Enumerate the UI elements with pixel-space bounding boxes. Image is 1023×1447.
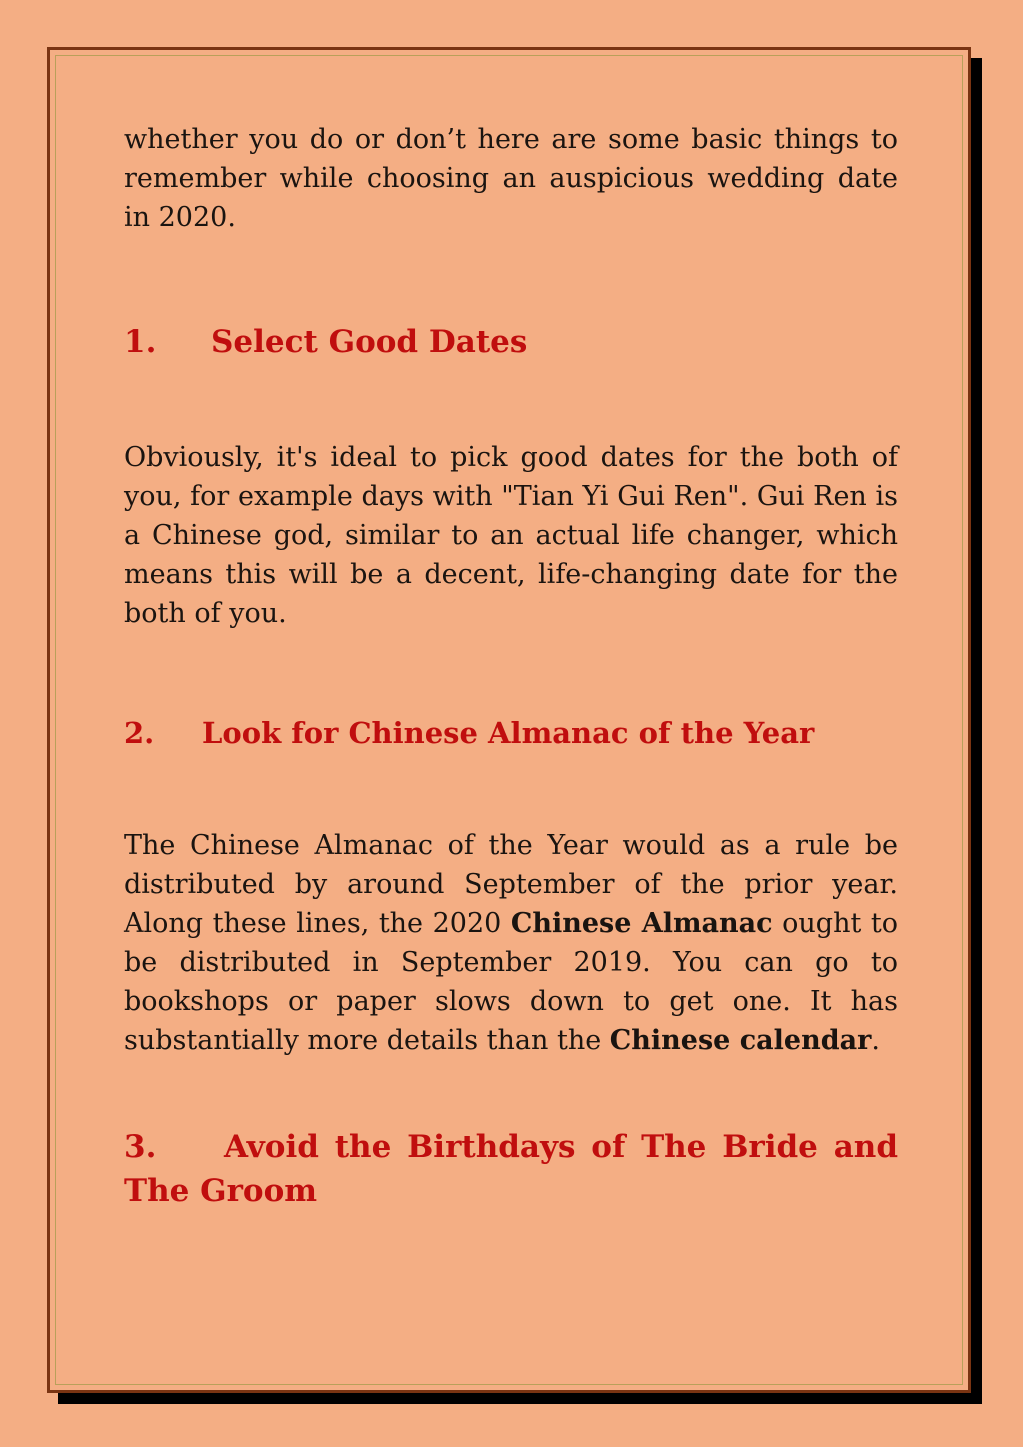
section-2-number: 2. (124, 716, 155, 750)
section-2-title: Look for Chinese Almanac of the Year (202, 716, 815, 750)
section-1-number: 1. (124, 324, 157, 360)
chinese-calendar-emphasis: Chinese calendar (609, 1025, 872, 1056)
document-content (124, 120, 898, 1213)
section-2-heading (124, 713, 898, 753)
section-3-title: Avoid the Birthdays of The Bride and The Groom (124, 1129, 898, 1209)
chinese-almanac-emphasis: Chinese Almanac (510, 908, 773, 939)
intro-paragraph: whether you do or don’t here are some basic things to remember while choosing an auspicious wedding date in 2020. (124, 124, 898, 233)
section-3-number: 3. (124, 1129, 157, 1165)
section-1-heading (124, 321, 898, 363)
section-2-body-text-2: ought to be distributed in September 2019. You can go to bookshops or paper slows down to get one. It has substantially more details than the (124, 908, 898, 1056)
section-1-title: Select Good Dates (211, 324, 528, 360)
section-2-body-text-3: . (871, 1025, 880, 1056)
section-1-body: Obviously, it's ideal to pick good dates for the both of you, for example days with "Tian Yi Gui Ren". Gui Ren is a Chinese god, similar to an actual life changer, which means this will be a decent, life-changing date for the both of you. (124, 442, 898, 629)
section-2-body-text-1: The Chinese Almanac of the Year would as a rule be distributed by around September of the prior year. Along these lines, the 2020 (124, 830, 898, 939)
section-2-body (124, 826, 898, 1060)
section-3-heading (124, 1125, 898, 1213)
